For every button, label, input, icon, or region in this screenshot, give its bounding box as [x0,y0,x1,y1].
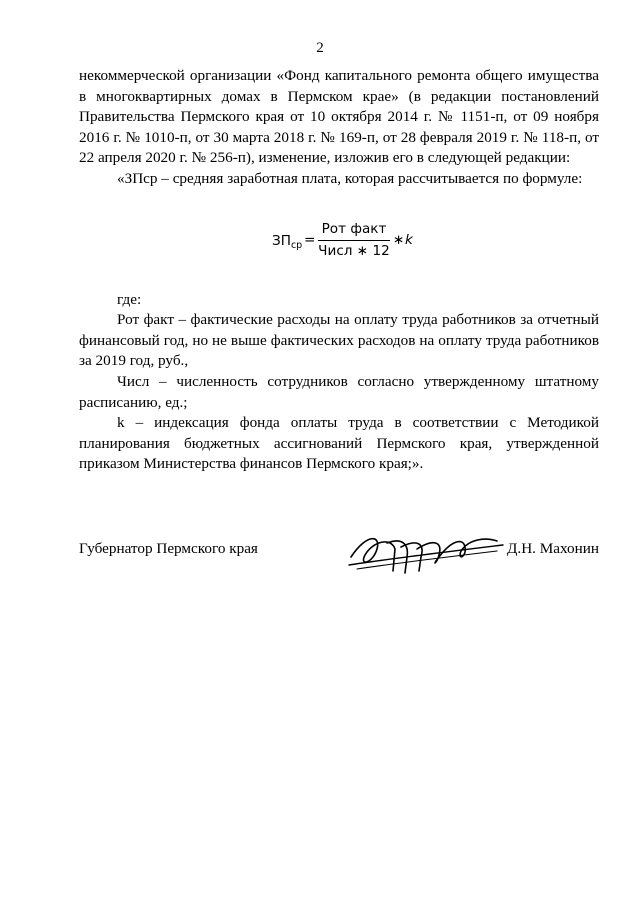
formula-multiplier: k [405,231,413,248]
paragraph-def-k: k – индексация фонда оплаты труда в соответствии с Методикой планирования бюджетных ассигнований Пермского края, утвержденной приказом Министерства финансов Пермского края;». [79,414,599,473]
fraction-bar [318,240,390,241]
page-number: 2 [316,40,324,56]
document-body [79,66,599,475]
formula-lhs-subscript: ср [290,239,303,251]
salary-formula [79,220,599,264]
formula-lhs: $ЗП_{ср}$ [272,232,303,251]
formula-fraction [318,220,390,261]
formula-equals: = [304,231,316,248]
paragraph-amendment: некоммерческой организации «Фонд капитального ремонта общего имущества в многоквартирных домах в Пермском крае» (в редакции постановлений Правительства Пермского края от 10 октября 2014 г. № 1151-п, от 09 ноября 2016 г. № 1010-п, от 30 марта 2018 г. № 169-п, от 28 февраля 2019 г. № 118-п, от 22 апреля 2020 г. № 256-п), изменение, изложив его в следующей редакции: [79,67,599,167]
paragraph-def-rot: Рот факт – фактические расходы на оплату труда работников за отчетный финансовый год, но не выше фактических расходов на оплату труда работников за 2019 год, руб., [79,311,599,370]
paragraph-definition-intro: «ЗПср – средняя заработная плата, которая рассчитывается по формуле: [117,169,583,187]
paragraph-def-chisl: Числ – численность сотрудников согласно утвержденному штатному расписанию, ед.; [79,372,599,411]
signatory-name: Д.Н. Махонин [507,540,599,557]
handwritten-signature-icon [347,527,507,577]
formula-operator: ∗ [393,231,405,248]
formula-denominator: Числ ∗ 12 [318,242,390,259]
paragraph-where: где: [117,290,142,308]
formula-numerator: Рот факт [321,220,387,237]
signatory-position: Губернатор Пермского края [79,540,258,557]
